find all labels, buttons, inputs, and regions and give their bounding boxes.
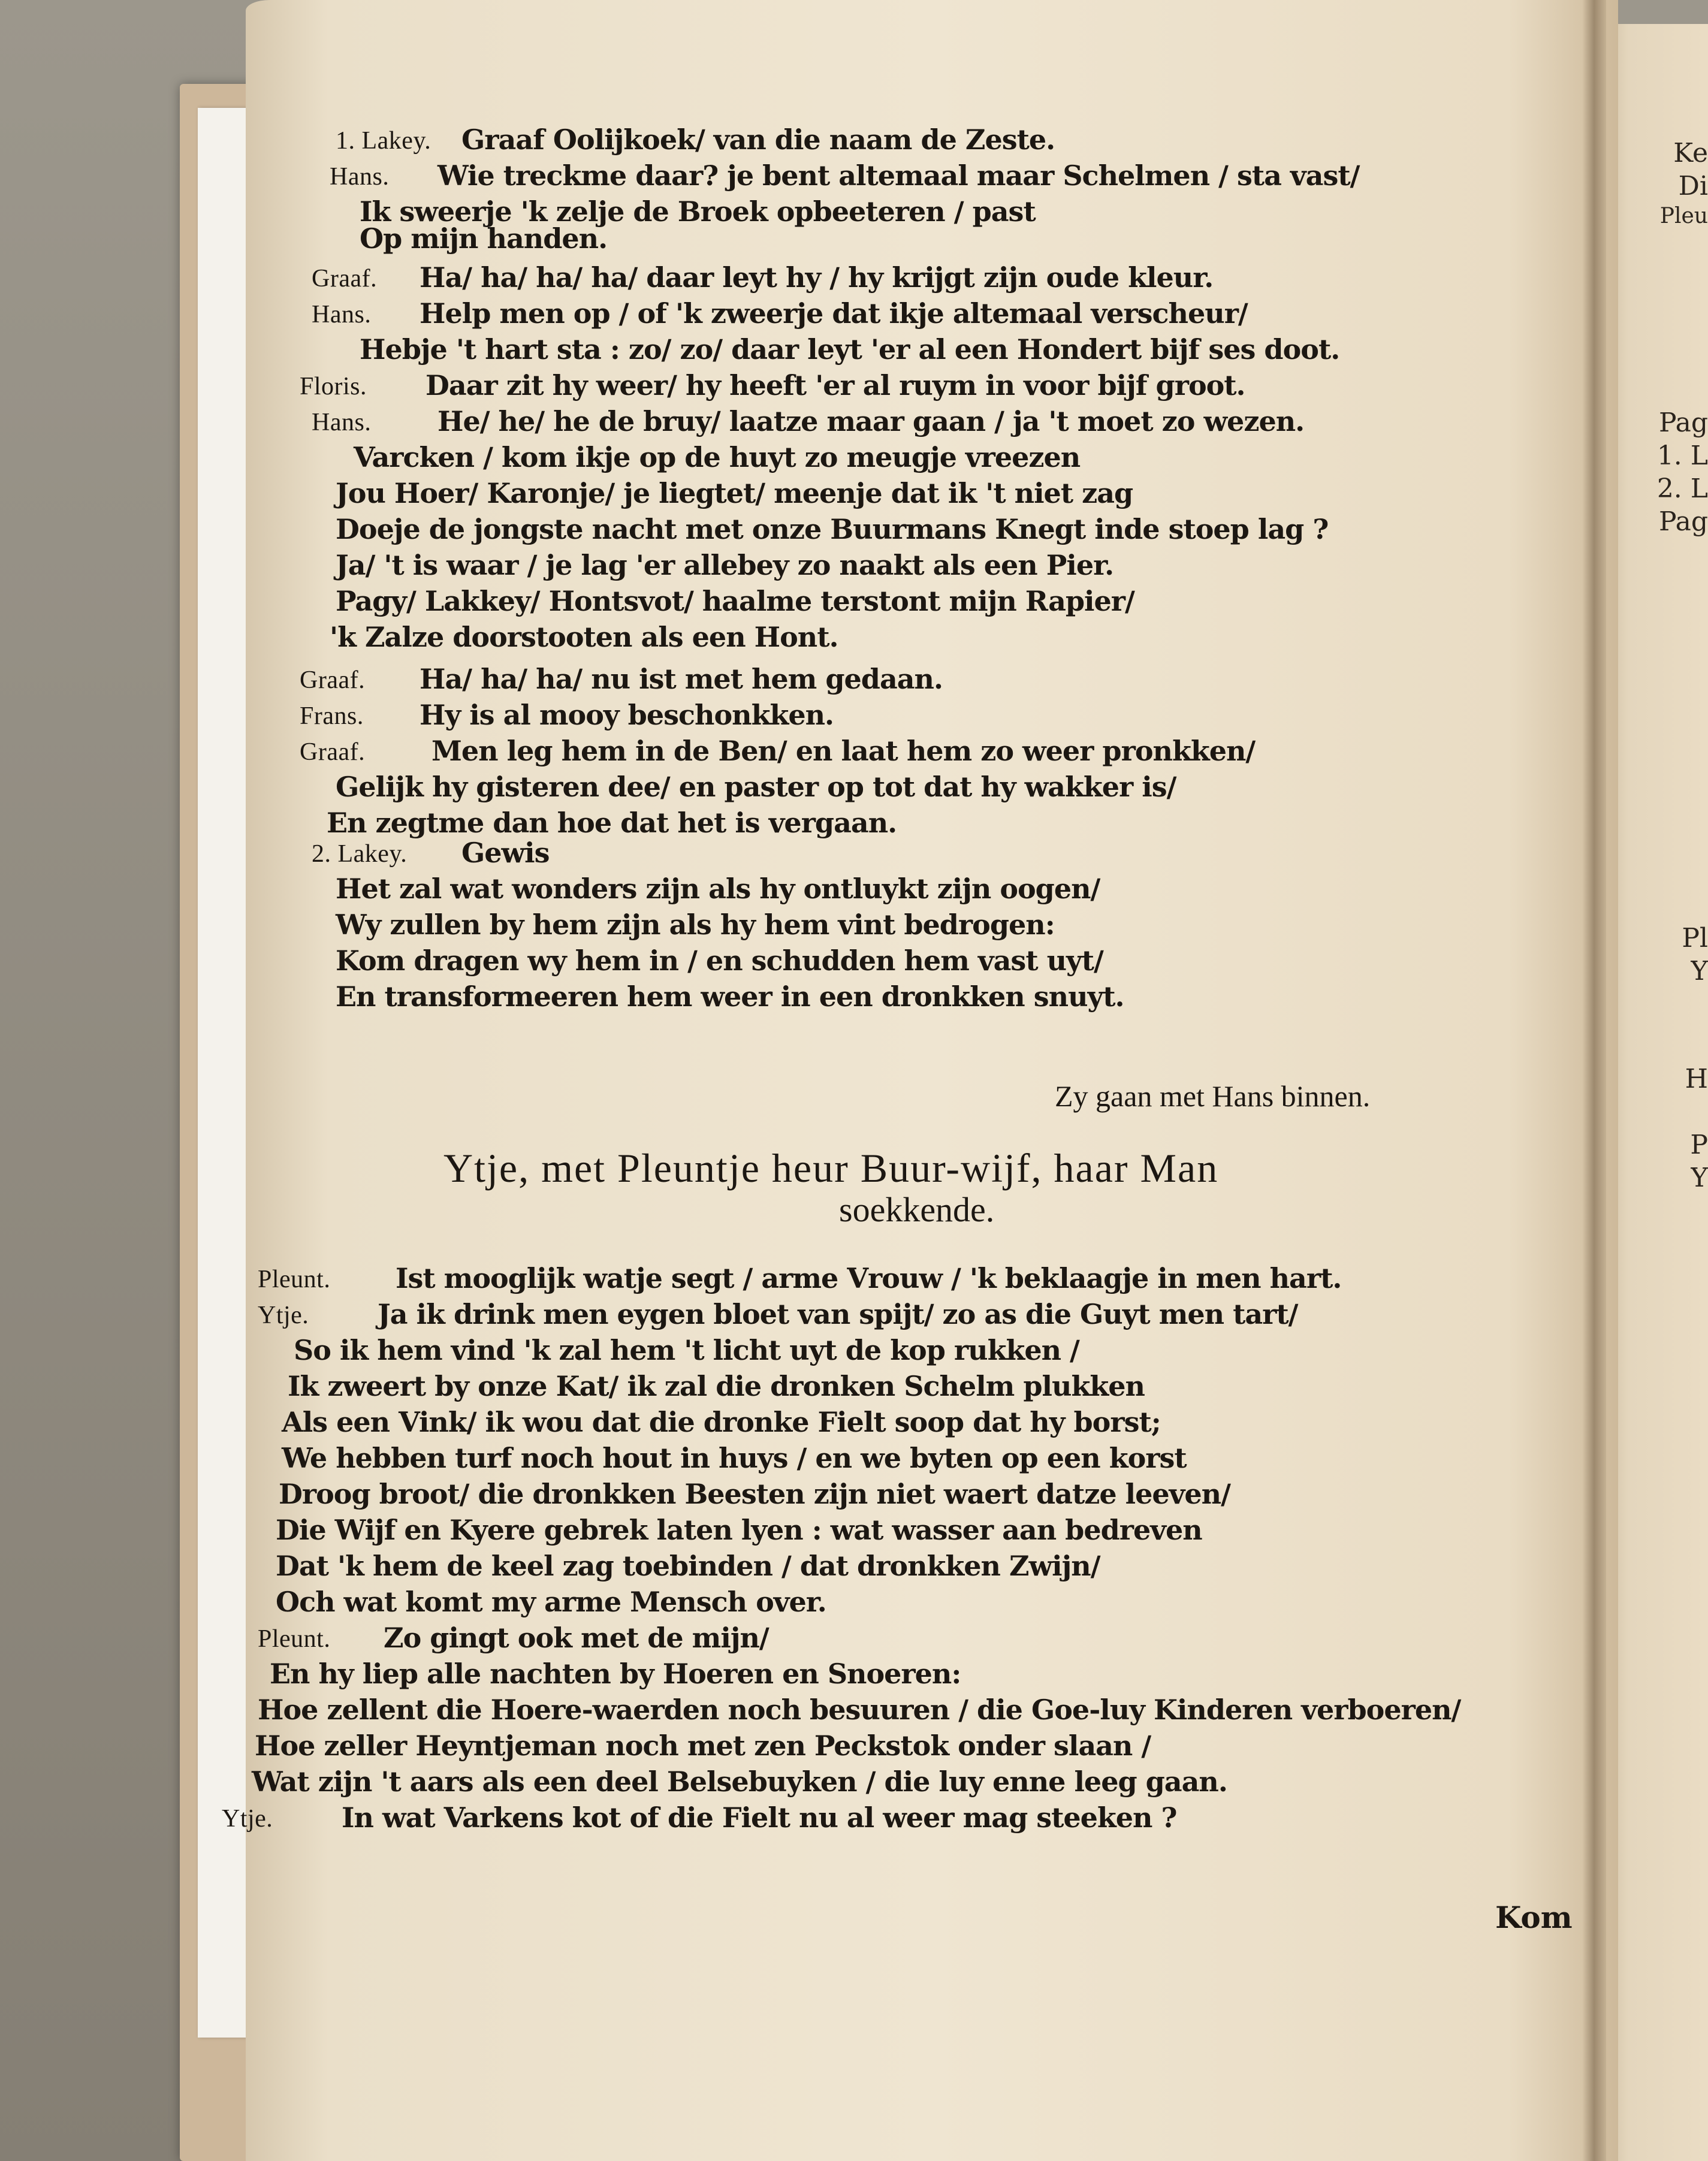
verse-line: Hoe zellent die Hoere-waerden noch besuuren / die Goe-luy Kinderen verboeren/ (258, 1694, 1461, 1726)
verse-line: Ja ik drink men eygen bloet van spijt/ zo as die Guyt men tart/ (378, 1298, 1298, 1330)
facing-fragment: Pleu (1659, 204, 1708, 228)
speaker-name: Ytje. (258, 1302, 309, 1329)
verse-line: Op mijn handen. (360, 222, 608, 255)
verse-line: En transformeeren hem weer in een dronkken snuyt. (336, 980, 1124, 1013)
speaker-name: Pleunt. (258, 1266, 331, 1293)
stage-direction-exit: Zy gaan met Hans binnen. (1055, 1079, 1371, 1113)
verse-line: Pagy/ Lakkey/ Hontsvot/ haalme terstont mijn Rapier/ (336, 585, 1134, 617)
facing-fragment: P (1690, 1130, 1708, 1160)
verse-line: Ik zweert by onze Kat/ ik zal die dronken Schelm plukken (288, 1370, 1145, 1402)
facing-fragment: 2. L (1656, 473, 1708, 504)
verse-line: Gelijk hy gisteren dee/ en paster op tot dat hy wakker is/ (336, 771, 1176, 803)
verse-line: We hebben turf noch hout in huys / en we byten op een korst (282, 1442, 1187, 1474)
verse-line: Jou Hoer/ Karonje/ je liegtet/ meenje dat ik 't niet zag (336, 477, 1133, 509)
verse-line: Dat 'k hem de keel zag toebinden / dat dronkken Zwijn/ (276, 1550, 1100, 1582)
verse-line: Wie treckme daar? je bent altemaal maar Schelmen / sta vast/ (437, 159, 1360, 192)
verse-line: Doeje de jongste nacht met onze Buurmans Knegt inde stoep lag ? (336, 513, 1329, 545)
verse-line: Men leg hem in de Ben/ en laat hem zo weer pronkken/ (431, 735, 1256, 767)
page-gutter-shadow (1582, 0, 1606, 2161)
verse-line: Varcken / kom ikje op de huyt zo meugje vreezen (354, 441, 1081, 473)
verse-line: Ja/ 't is waar / je lag 'er allebey zo naakt als een Pier. (336, 549, 1114, 581)
speaker-name: Graaf. (300, 666, 366, 694)
facing-fragment: H (1685, 1064, 1708, 1094)
verse-line: Hy is al mooy beschonkken. (420, 699, 834, 731)
speaker-name: Ytje. (222, 1805, 273, 1833)
verse-line: Hebje 't hart sta : zo/ zo/ daar leyt 'er al een Hondert bijf ses doot. (360, 333, 1340, 366)
verse-line: Zo gingt ook met de mijn/ (384, 1622, 769, 1654)
verse-line: Ha/ ha/ ha/ nu ist met hem gedaan. (420, 663, 943, 695)
speaker-name: Hans. (330, 163, 390, 191)
verse-line: Droog broot/ die dronkken Beesten zijn niet waert datze leeven/ (279, 1478, 1230, 1510)
verse-line: Ik sweerje 'k zelje de Broek opbeeteren / past (360, 195, 1036, 228)
speaker-name: Frans. (300, 702, 364, 730)
verse-line: 'k Zalze doorstooten als een Hont. (330, 621, 838, 653)
speaker-name: 1. Lakey. (336, 127, 431, 155)
verse-line: In wat Varkens kot of die Fielt nu al weer mag steeken ? (342, 1801, 1177, 1834)
speaker-name: Hans. (312, 409, 372, 436)
facing-fragment: 1. L (1656, 440, 1708, 471)
facing-fragment: Pag (1658, 408, 1708, 438)
verse-line: Hoe zeller Heyntjeman noch met zen Peckstok onder slaan / (255, 1730, 1151, 1762)
verse-line: Het zal wat wonders zijn als hy ontluykt zijn oogen/ (336, 873, 1100, 905)
scene-heading: Ytje, met Pleuntje heur Buur-wijf, haar Man (443, 1145, 1219, 1191)
verse-line: Och wat komt my arme Mensch over. (276, 1586, 826, 1618)
speaker-name: Floris. (300, 373, 367, 400)
verse-line: He/ he/ he de bruy/ laatze maar gaan / ja 't moet zo wezen. (437, 405, 1305, 437)
verse-line: En zegtme dan hoe dat het is vergaan. (327, 807, 897, 839)
facing-fragment: Y (1690, 956, 1708, 986)
facing-fragment: Pl (1682, 923, 1708, 953)
scene-heading-continued: soekkende. (839, 1190, 995, 1229)
speaker-name: Hans. (312, 301, 372, 328)
verse-line: Wat zijn 't aars als een deel Belsebuyken / die luy enne leeg gaan. (252, 1765, 1227, 1798)
verse-line: Ha/ ha/ ha/ ha/ daar leyt hy / hy krijgt zijn oude kleur. (420, 261, 1214, 294)
verse-line: Die Wijf en Kyere gebrek laten lyen : wat wasser aan bedreven (276, 1514, 1202, 1546)
verse-line: Daar zit hy weer/ hy heeft 'er al ruym in voor bijf groot. (426, 369, 1245, 402)
facing-fragment: Y (1690, 1163, 1708, 1193)
speaker-name: 2. Lakey. (312, 840, 408, 868)
verse-line: Als een Vink/ ik wou dat die dronke Fielt soop dat hy borst; (282, 1406, 1161, 1438)
speaker-name: Pleunt. (258, 1625, 331, 1653)
verse-line: Help men op / of 'k zweerje dat ikje altemaal verscheur/ (420, 297, 1248, 330)
verse-line: En hy liep alle nachten by Hoeren en Snoeren: (270, 1658, 961, 1690)
facing-fragment: Di (1678, 171, 1708, 201)
verse-line: So ik hem vind 'k zal hem 't licht uyt de kop rukken / (294, 1334, 1079, 1366)
verse-line: Wy zullen by hem zijn als hy hem vint bedrogen: (336, 909, 1055, 941)
catchword: Kom (1495, 1900, 1573, 1935)
verse-line: Gewis (461, 837, 550, 869)
speaker-name: Graaf. (300, 738, 366, 766)
facing-fragment: Pag (1658, 506, 1708, 537)
verse-line: Kom dragen wy hem in / en schudden hem vast uyt/ (336, 944, 1103, 977)
speaker-name: Graaf. (312, 265, 378, 292)
facing-fragment: Ke (1673, 138, 1708, 168)
verse-line: Ist mooglijk watje segt / arme Vrouw / 'k beklaagje in men hart. (396, 1262, 1342, 1294)
verse-line: Graaf Oolijkoek/ van die naam de Zeste. (461, 123, 1055, 156)
